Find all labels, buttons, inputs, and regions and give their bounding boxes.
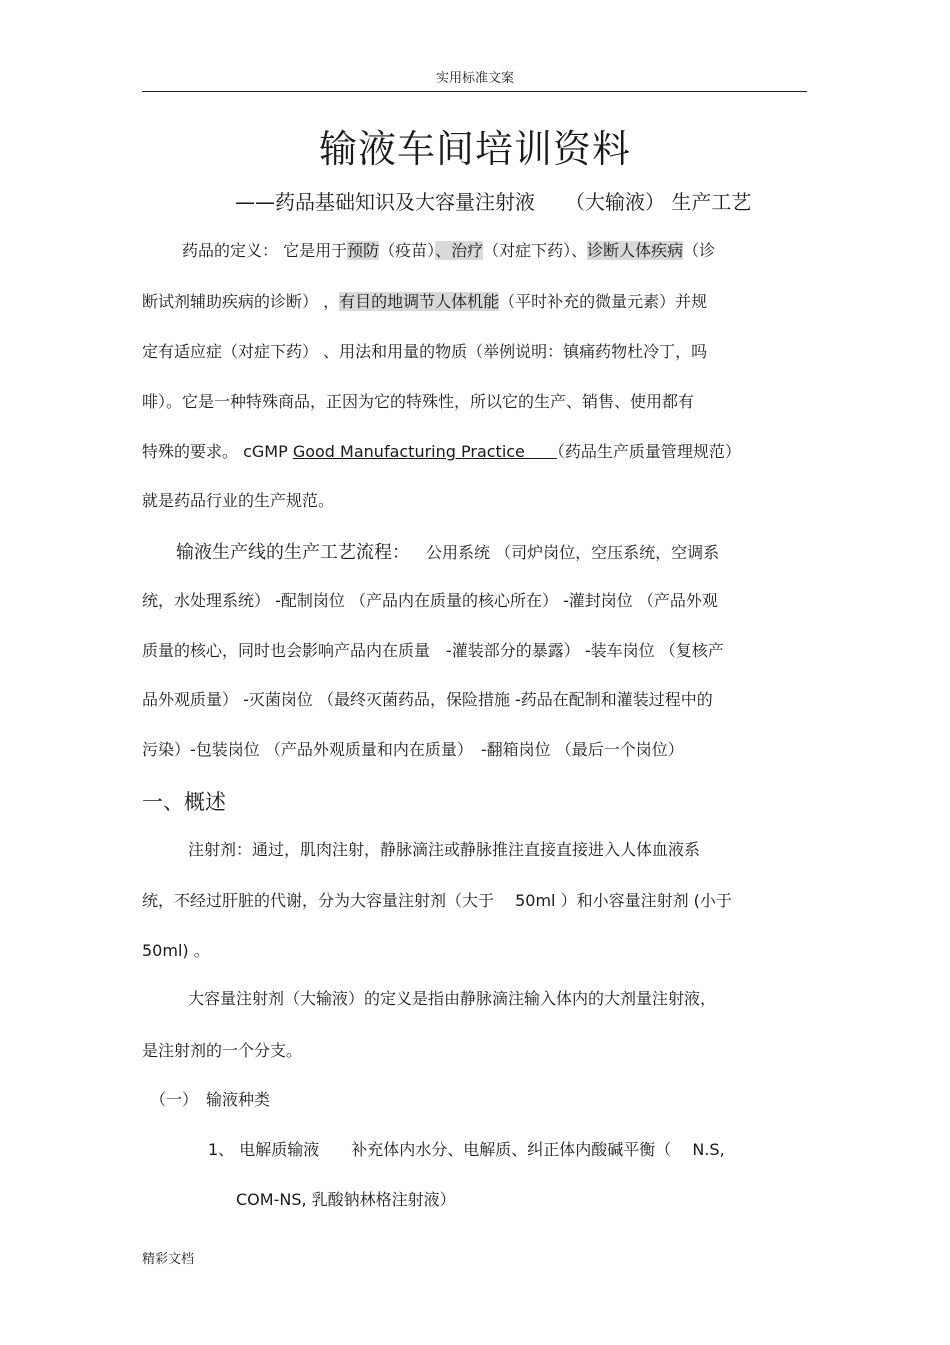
process-line-2: 统，水处理系统） -配制岗位 （产品内在质量的核心所在） -灌封岗位 （产品外观 [142, 591, 718, 610]
definition-line-5: 特殊的要求。 cGMP Good Manufacturing Practice （药品生产质量管理规范） [142, 442, 741, 461]
highlight-regulation: 有目的地调节人体机能 [339, 292, 500, 311]
definition-line-3: 定有适应症（对症下药） 、用法和用量的物质（举例说明：镇痛药物杜冷丁，吗 [142, 342, 708, 361]
process-line-4: 品外观质量） -灭菌岗位 （最终灭菌药品，保险措施 -药品在配制和灌装过程中的 [142, 690, 713, 709]
process-line-3: 质量的核心，同时也会影响产品内在质量 -灌装部分的暴露） -装车岗位 （复核产 [142, 641, 724, 660]
injection-line-2: 统，不经过肝脏的代谢，分为大容量注射剂（大于 50ml ）和小容量注射剂 (小于 [142, 891, 732, 910]
list-item-electrolyte-line-1: 1、 电解质输液 补充体内水分、电解质、纠正体内酸碱平衡（ N.S, [208, 1140, 725, 1159]
highlight-prevention: 预防 [347, 241, 380, 260]
header-rule [142, 91, 807, 92]
document-subtitle: ——药品基础知识及大容量注射液 （大输液） 生产工艺 [235, 190, 752, 214]
definition-line-6: 就是药品行业的生产规范。 [142, 491, 335, 510]
injection-line-1: 注射剂：通过，肌肉注射，静脉滴注或静脉推注直接直接进入人体血液系 [188, 840, 701, 859]
process-line-5: 污染）-包装岗位 （产品外观质量和内在质量） -翻箱岗位 （最后一个岗位） [142, 740, 684, 759]
section-heading-overview: 一、概述 [142, 790, 226, 814]
lvp-definition-line-1: 大容量注射剂（大输液）的定义是指由静脉滴注输入体内的大剂量注射液， [188, 989, 717, 1008]
gmp-underlined-term: Good Manufacturing Practice [292, 442, 557, 461]
highlight-diagnosis: 诊断人体疾病 [587, 241, 684, 260]
definition-line-2: 断试剂辅助疾病的诊断） ，有目的地调节人体机能（平时补充的微量元素）并规 [142, 292, 708, 311]
injection-line-3: 50ml) 。 [142, 941, 210, 960]
page-header: 实用标准文案 [435, 71, 514, 86]
page-footer: 精彩文档 [142, 1252, 195, 1267]
process-line-1: 输液生产线的生产工艺流程： 公用系统 （司炉岗位，空压系统，空调系 [176, 542, 720, 563]
list-item-electrolyte-line-2: COM-NS, 乳酸钠林格注射液） [236, 1190, 456, 1209]
lvp-definition-line-2: 是注射剂的一个分支。 [142, 1041, 303, 1060]
subsection-heading-types: （一） 输液种类 [150, 1090, 271, 1109]
process-lead: 输液生产线的生产工艺流程： [176, 542, 410, 563]
highlight-treatment: 、治疗 [435, 241, 484, 260]
definition-line-4: 啡）。它是一种特殊商品，正因为它的特殊性，所以它的生产、销售、使用都有 [142, 392, 695, 411]
definition-line-1: 药品的定义： 它是用于预防（疫苗）、治疗（对症下药）、诊断人体疾病（诊 [182, 241, 716, 260]
document-title: 输液车间培训资料 [318, 127, 631, 171]
